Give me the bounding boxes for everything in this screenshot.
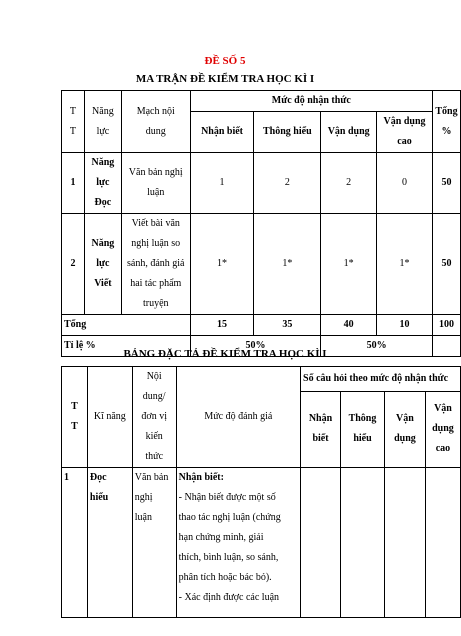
- spec-cell-noi-dung: Văn bản nghị luận: [132, 468, 176, 618]
- cell-th: 2: [254, 153, 321, 214]
- header-thong-hieu: Thông hiểu: [254, 112, 321, 153]
- exam-title: ĐỀ SỐ 5: [204, 55, 246, 67]
- spec-cell-vdc: [425, 468, 460, 618]
- header-tt: T T: [62, 91, 85, 153]
- cell-nb: 1: [190, 153, 254, 214]
- total-vdc: 10: [377, 315, 433, 336]
- header-van-dung: Vận dụng: [321, 112, 377, 153]
- cell-nang-luc: Năng lực Đọc: [84, 153, 121, 214]
- total-label: Tổng: [62, 315, 191, 336]
- table-row: [62, 214, 461, 315]
- cell-nb: 1*: [190, 214, 254, 315]
- ratio-left: 50%: [190, 336, 321, 357]
- spec-header-tt: T T: [62, 367, 88, 468]
- table-row: [62, 153, 461, 214]
- spec-header-th: Thông hiểu: [341, 391, 385, 467]
- header-mach-noi-dung: Mạch nội dung: [121, 91, 190, 153]
- cell-tong: 50: [432, 214, 460, 315]
- spec-header-vdc: Vận dụng cao: [425, 391, 460, 467]
- spec-header-ky-nang: Kĩ năng: [87, 367, 132, 468]
- cell-vdc: 1*: [377, 214, 433, 315]
- header-nang-luc: Năng lực: [84, 91, 121, 153]
- total-vd: 40: [321, 315, 377, 336]
- spec-header-noi-dung: Nội dung/ đơn vị kiến thức: [132, 367, 176, 468]
- cell-th: 1*: [254, 214, 321, 315]
- cell-vdc: 0: [377, 153, 433, 214]
- spec-cell-vd: [384, 468, 425, 618]
- ratio-right: 50%: [321, 336, 433, 357]
- table-row: [62, 468, 461, 618]
- spec-header-nb: Nhận biết: [301, 391, 341, 467]
- header-van-dung-cao: Vận dụng cao: [377, 112, 433, 153]
- header-tong: Tổng %: [432, 91, 460, 153]
- total-tong: 100: [432, 315, 460, 336]
- spec-title: BẢNG ĐẶC TẢ ĐỀ KIỂM TRA HỌC KÌ I: [123, 348, 327, 360]
- cell-mach-noi-dung: Văn bản nghị luận: [121, 153, 190, 214]
- header-muc-do: Mức độ nhận thức: [190, 91, 432, 112]
- spec-cell-tt: 1: [62, 468, 88, 618]
- spec-cell-th: [341, 468, 385, 618]
- spec-cell-muc-do: Nhận biết: - Nhận biết được một số thao tác nghị luận (chứng hạn chứng minh, giải thích, bình luận, so sánh, phân tích hoặc bác bỏ). - Xác định được các luận: [176, 468, 300, 618]
- spec-header-so-cau: Số câu hỏi theo mức độ nhận thức: [301, 367, 461, 392]
- spec-table: [61, 366, 461, 618]
- total-nb: 15: [190, 315, 254, 336]
- cell-vd: 1*: [321, 214, 377, 315]
- cell-tt: 2: [62, 214, 85, 315]
- cell-vd: 2: [321, 153, 377, 214]
- total-th: 35: [254, 315, 321, 336]
- header-nhan-biet: Nhận biết: [190, 112, 254, 153]
- spec-cell-ky-nang: Đọc hiểu: [87, 468, 132, 618]
- spec-header-vd: Vận dụng: [384, 391, 425, 467]
- spec-cell-nb: [301, 468, 341, 618]
- cell-tt: 1: [62, 153, 85, 214]
- total-row: [62, 315, 461, 336]
- matrix-title: MA TRẬN ĐỀ KIỂM TRA HỌC KÌ I: [135, 73, 315, 85]
- spec-header-muc-do: Mức độ đánh giá: [176, 367, 300, 468]
- cell-mach-noi-dung: Viết bài văn nghị luận so sánh, đánh giá hai tác phẩm truyện: [121, 214, 190, 315]
- cell-nang-luc: Năng lực Viết: [84, 214, 121, 315]
- matrix-table: [61, 90, 461, 357]
- ratio-label: Tỉ lệ %: [62, 336, 191, 357]
- cell-tong: 50: [432, 153, 460, 214]
